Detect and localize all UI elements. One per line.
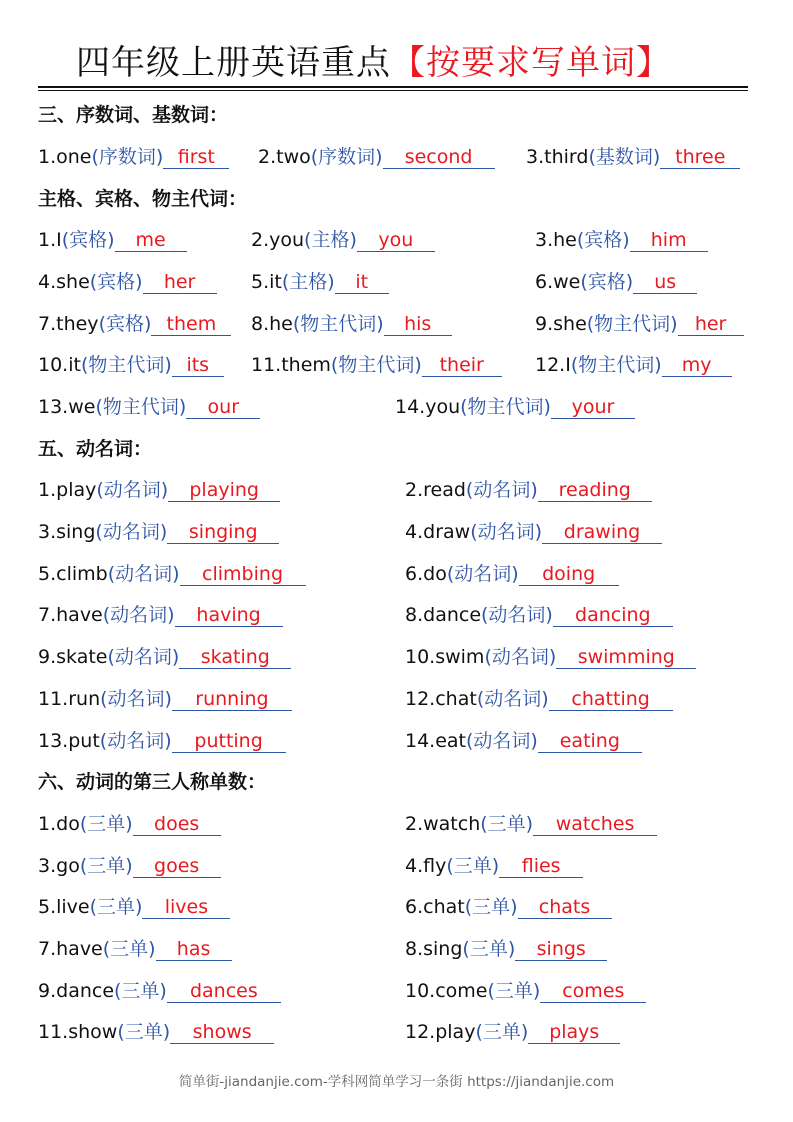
form-hint: (动名词) bbox=[99, 730, 172, 752]
base-word: 13.put bbox=[38, 730, 100, 752]
base-word: 12.I bbox=[535, 354, 571, 376]
form-hint: (宾格) bbox=[89, 271, 143, 293]
title-block bbox=[38, 42, 748, 92]
form-hint: (动名词) bbox=[107, 563, 180, 585]
form-hint: (宾格) bbox=[580, 271, 634, 293]
form-hint: (三单) bbox=[102, 938, 156, 960]
exercise-item bbox=[395, 394, 635, 420]
answer-blank[interactable]: dances bbox=[167, 980, 281, 1003]
base-word: 1.play bbox=[38, 479, 97, 501]
section-heading: 五、动名词： bbox=[38, 438, 153, 460]
answer-blank[interactable]: sings bbox=[515, 938, 607, 961]
base-word: 1.do bbox=[38, 813, 80, 835]
exercise-item bbox=[38, 811, 221, 837]
answer-blank[interactable]: watches bbox=[533, 813, 657, 836]
answer-blank[interactable]: skating bbox=[179, 646, 291, 669]
exercise-item bbox=[405, 1019, 620, 1045]
base-word: 11.show bbox=[38, 1021, 118, 1043]
answer-blank[interactable]: doing bbox=[519, 563, 619, 586]
form-hint: (三单) bbox=[462, 938, 516, 960]
base-word: 13.we bbox=[38, 396, 96, 418]
form-hint: (物主代词) bbox=[586, 313, 678, 335]
form-hint: (动名词) bbox=[100, 688, 172, 710]
exercise-item bbox=[38, 227, 187, 253]
base-word: 5.climb bbox=[38, 563, 108, 585]
answer-blank[interactable]: three bbox=[660, 146, 740, 169]
base-word: 11.run bbox=[38, 688, 101, 710]
base-word: 8.he bbox=[251, 313, 293, 335]
exercise-item bbox=[405, 602, 673, 628]
answer-blank[interactable]: has bbox=[156, 938, 232, 961]
form-hint: (动名词) bbox=[465, 479, 538, 501]
exercise-item bbox=[405, 728, 642, 754]
answer-blank[interactable]: them bbox=[151, 313, 231, 336]
base-word: 14.eat bbox=[405, 730, 466, 752]
exercise-item bbox=[405, 519, 662, 545]
answer-blank[interactable]: chatting bbox=[549, 688, 673, 711]
base-word: 9.skate bbox=[38, 646, 108, 668]
base-word: 10.it bbox=[38, 354, 81, 376]
answer-blank[interactable]: dancing bbox=[553, 604, 673, 627]
form-hint: (物主代词) bbox=[80, 354, 172, 376]
answer-blank[interactable]: reading bbox=[538, 479, 652, 502]
answer-blank[interactable]: him bbox=[630, 229, 708, 252]
answer-blank[interactable]: swimming bbox=[556, 646, 696, 669]
answer-blank[interactable]: drawing bbox=[542, 521, 662, 544]
exercise-item bbox=[38, 311, 231, 337]
exercise-item bbox=[38, 477, 280, 503]
answer-blank[interactable]: putting bbox=[172, 730, 286, 753]
form-hint: (动名词) bbox=[484, 646, 557, 668]
base-word: 8.sing bbox=[405, 938, 463, 960]
form-hint: (三单) bbox=[464, 896, 518, 918]
base-word: 2.watch bbox=[405, 813, 481, 835]
exercise-item bbox=[405, 477, 652, 503]
answer-blank[interactable]: its bbox=[172, 354, 224, 377]
answer-blank[interactable]: first bbox=[163, 146, 229, 169]
base-word: 1.I bbox=[38, 229, 62, 251]
exercise-item bbox=[38, 269, 217, 295]
answer-blank[interactable]: playing bbox=[168, 479, 280, 502]
form-hint: (动名词) bbox=[96, 479, 169, 501]
answer-blank[interactable]: her bbox=[143, 271, 217, 294]
exercise-item bbox=[38, 853, 221, 879]
page-title bbox=[76, 42, 671, 84]
base-word: 12.chat bbox=[405, 688, 477, 710]
base-word: 4.draw bbox=[405, 521, 471, 543]
base-word: 12.play bbox=[405, 1021, 476, 1043]
title-rule-thick bbox=[38, 86, 748, 88]
form-hint: (动名词) bbox=[476, 688, 549, 710]
answer-blank[interactable]: running bbox=[172, 688, 292, 711]
form-hint: (物主代词) bbox=[460, 396, 551, 418]
section-heading: 三、序数词、基数词： bbox=[38, 104, 229, 126]
exercise-item bbox=[251, 227, 435, 253]
base-word: 6.chat bbox=[405, 896, 465, 918]
form-hint: (动名词) bbox=[466, 730, 538, 752]
answer-blank[interactable]: us bbox=[633, 271, 697, 294]
base-word: 5.live bbox=[38, 896, 90, 918]
base-word: 11.them bbox=[251, 354, 331, 376]
form-hint: (物主代词) bbox=[95, 396, 187, 418]
answer-blank[interactable]: me bbox=[115, 229, 187, 252]
exercise-item bbox=[405, 644, 696, 670]
exercise-item bbox=[535, 311, 744, 337]
form-hint: (动名词) bbox=[102, 604, 175, 626]
exercise-item bbox=[38, 1019, 274, 1045]
answer-blank[interactable]: chats bbox=[518, 896, 612, 919]
answer-blank[interactable]: having bbox=[175, 604, 283, 627]
base-word: 4.she bbox=[38, 271, 90, 293]
answer-blank[interactable]: goes bbox=[133, 855, 221, 878]
form-hint: (三单) bbox=[89, 896, 143, 918]
answer-blank[interactable]: our bbox=[186, 396, 260, 419]
exercise-item bbox=[535, 227, 708, 253]
form-hint: (序数词) bbox=[91, 146, 164, 168]
form-hint: (动名词) bbox=[95, 521, 168, 543]
answer-blank[interactable]: it bbox=[335, 271, 389, 294]
exercise-item bbox=[405, 936, 607, 962]
exercise-item bbox=[405, 561, 619, 587]
exercise-item bbox=[405, 894, 612, 920]
base-word: 9.dance bbox=[38, 980, 115, 1002]
base-word: 8.dance bbox=[405, 604, 482, 626]
base-word: 9.she bbox=[535, 313, 587, 335]
section-heading: 六、动词的第三人称单数： bbox=[38, 771, 267, 793]
exercise-item bbox=[38, 561, 306, 587]
exercise-item bbox=[535, 352, 732, 378]
form-hint: (三单) bbox=[475, 1021, 529, 1043]
base-word: 10.swim bbox=[405, 646, 485, 668]
base-word: 3.third bbox=[526, 146, 589, 168]
form-hint: (三单) bbox=[480, 813, 534, 835]
footer-source: 简单街-jiandanjie.com-学科网简单学习一条街 https://jiandanjie.com bbox=[178, 1074, 615, 1090]
answer-blank[interactable]: their bbox=[422, 354, 502, 377]
exercise-item bbox=[38, 728, 286, 754]
answer-blank[interactable]: your bbox=[551, 396, 635, 419]
answer-blank[interactable]: plays bbox=[528, 1021, 620, 1044]
exercise-item bbox=[38, 394, 260, 420]
base-word: 6.do bbox=[405, 563, 447, 585]
exercise-item bbox=[405, 686, 673, 712]
section-heading: 主格、宾格、物主代词： bbox=[38, 188, 248, 210]
exercise-item bbox=[38, 144, 229, 170]
form-hint: (主格) bbox=[281, 271, 335, 293]
form-hint: (基数词) bbox=[588, 146, 661, 168]
exercise-item bbox=[258, 144, 495, 170]
exercise-item bbox=[405, 811, 657, 837]
form-hint: (动名词) bbox=[446, 563, 519, 585]
exercise-item bbox=[535, 269, 697, 295]
answer-blank[interactable]: second bbox=[383, 146, 495, 169]
form-hint: (三单) bbox=[487, 980, 541, 1002]
answer-blank[interactable]: my bbox=[662, 354, 732, 377]
exercise-item bbox=[251, 269, 389, 295]
exercise-item bbox=[38, 602, 283, 628]
form-hint: (物主代词) bbox=[570, 354, 662, 376]
base-word: 7.have bbox=[38, 604, 103, 626]
answer-blank[interactable]: flies bbox=[499, 855, 583, 878]
exercise-item bbox=[38, 978, 281, 1004]
form-hint: (物主代词) bbox=[330, 354, 422, 376]
title-main: 四年级上册英语重点 bbox=[76, 43, 391, 83]
base-word: 2.you bbox=[251, 229, 305, 251]
exercise-item bbox=[38, 644, 291, 670]
title-accent: 【按要求写单词】 bbox=[391, 43, 671, 83]
answer-blank[interactable]: does bbox=[133, 813, 221, 836]
form-hint: (三单) bbox=[117, 1021, 171, 1043]
base-word: 3.sing bbox=[38, 521, 96, 543]
base-word: 6.we bbox=[535, 271, 581, 293]
form-hint: (宾格) bbox=[98, 313, 152, 335]
base-word: 5.it bbox=[251, 271, 282, 293]
exercise-item bbox=[38, 519, 279, 545]
answer-blank[interactable]: eating bbox=[538, 730, 642, 753]
base-word: 14.you bbox=[395, 396, 461, 418]
answer-blank[interactable]: climbing bbox=[180, 563, 306, 586]
form-hint: (三单) bbox=[446, 855, 500, 877]
form-hint: (三单) bbox=[79, 813, 133, 835]
exercise-item bbox=[405, 853, 583, 879]
answer-blank[interactable]: her bbox=[678, 313, 744, 336]
answer-blank[interactable]: lives bbox=[142, 896, 230, 919]
base-word: 7.they bbox=[38, 313, 99, 335]
form-hint: (动名词) bbox=[481, 604, 553, 626]
answer-blank[interactable]: comes bbox=[540, 980, 646, 1003]
base-word: 4.fly bbox=[405, 855, 447, 877]
form-hint: (宾格) bbox=[576, 229, 630, 251]
exercise-item bbox=[251, 311, 452, 337]
exercise-item bbox=[38, 686, 292, 712]
form-hint: (主格) bbox=[304, 229, 357, 251]
exercise-item bbox=[38, 894, 230, 920]
form-hint: (序数词) bbox=[310, 146, 383, 168]
form-hint: (三单) bbox=[114, 980, 167, 1002]
form-hint: (动名词) bbox=[470, 521, 543, 543]
base-word: 1.one bbox=[38, 146, 92, 168]
exercise-item bbox=[251, 352, 502, 378]
base-word: 3.go bbox=[38, 855, 80, 877]
base-word: 7.have bbox=[38, 938, 103, 960]
form-hint: (动名词) bbox=[107, 646, 180, 668]
exercise-item bbox=[405, 978, 646, 1004]
answer-blank[interactable]: his bbox=[384, 313, 452, 336]
exercise-item bbox=[526, 144, 740, 170]
form-hint: (宾格) bbox=[61, 229, 115, 251]
base-word: 10.come bbox=[405, 980, 488, 1002]
form-hint: (三单) bbox=[79, 855, 133, 877]
exercise-item bbox=[38, 936, 232, 962]
answer-blank[interactable]: singing bbox=[167, 521, 279, 544]
base-word: 3.he bbox=[535, 229, 577, 251]
answer-blank[interactable]: shows bbox=[170, 1021, 274, 1044]
form-hint: (物主代词) bbox=[292, 313, 384, 335]
base-word: 2.two bbox=[258, 146, 311, 168]
answer-blank[interactable]: you bbox=[357, 229, 435, 252]
base-word: 2.read bbox=[405, 479, 466, 501]
title-rule-thin bbox=[38, 90, 748, 91]
exercise-item bbox=[38, 352, 224, 378]
